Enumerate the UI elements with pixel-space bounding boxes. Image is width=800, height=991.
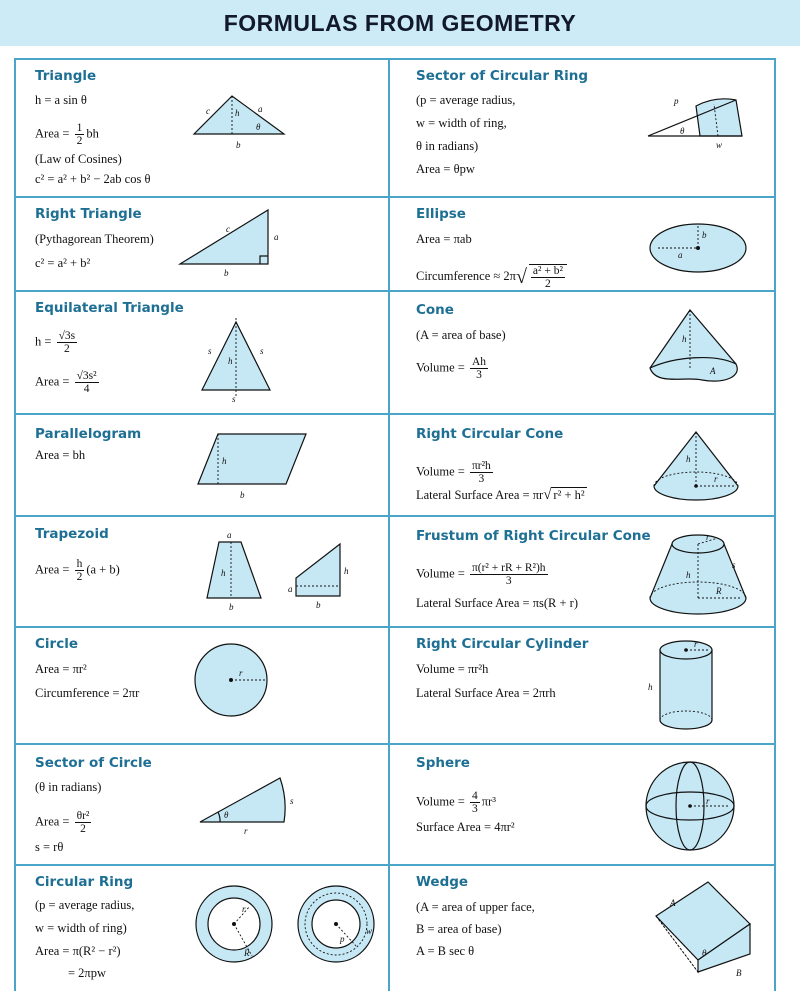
section-title-right-triangle: Right Triangle	[35, 206, 142, 222]
cone-figure	[646, 306, 746, 391]
triangle-figure	[192, 92, 292, 152]
formula-line: Lateral Surface Area = πr√ r² + h²	[416, 487, 585, 503]
section-title-triangle: Triangle	[35, 68, 97, 84]
formula-line: θ in radians)	[416, 139, 479, 153]
svg-text:A: A	[670, 898, 676, 908]
section-title-circular-ring: Circular Ring	[35, 874, 134, 890]
title-banner	[0, 0, 800, 46]
section-title-ellipse: Ellipse	[416, 206, 466, 222]
section-title-frustum: Frustum of Right Circular Cone	[416, 528, 651, 544]
sector-ring-figure	[644, 90, 754, 150]
formula-line: Volume = πr²h	[416, 662, 489, 676]
svg-text:A: A	[710, 366, 716, 376]
formula-line: B = area of base)	[416, 922, 502, 936]
svg-text:h: h	[648, 682, 653, 692]
svg-text:h: h	[686, 454, 691, 464]
formula-line: Area = θpw	[416, 162, 475, 176]
section-title-cone: Cone	[416, 302, 454, 318]
row-divider	[14, 626, 776, 628]
svg-text:θ: θ	[224, 810, 229, 820]
svg-text:b: b	[224, 268, 229, 278]
sphere-figure	[644, 760, 736, 852]
section-title-sector-of-circular-ring: Sector of Circular Ring	[416, 68, 589, 84]
section-title-parallelogram: Parallelogram	[35, 426, 142, 442]
row-divider	[14, 515, 776, 517]
svg-text:h: h	[222, 456, 227, 466]
svg-text:s: s	[290, 796, 294, 806]
svg-text:θ: θ	[256, 122, 261, 132]
right-triangle-figure	[178, 208, 288, 278]
section-title-right-circular-cylinder: Right Circular Cylinder	[416, 636, 589, 652]
formula-line: Area = $\frac{\text{√3s²}}{4}$	[35, 370, 97, 395]
formula-line: Volume = $\frac{\text{πr²h}}{3}$	[416, 460, 491, 485]
frustum-figure	[646, 526, 750, 624]
formula-line: Volume = $\frac{4}{3}$ πr³	[416, 790, 496, 815]
parallelogram-figure	[196, 432, 311, 502]
svg-text:r: r	[706, 796, 710, 806]
svg-text:r: r	[694, 639, 698, 649]
svg-text:θ: θ	[680, 126, 685, 136]
svg-text:a: a	[288, 584, 293, 594]
cylinder-figure	[646, 638, 722, 738]
formula-line: s = rθ	[35, 840, 64, 854]
formula-line: h = a sin θ	[35, 93, 87, 107]
svg-text:a: a	[678, 250, 683, 260]
formula-line: Area = bh	[35, 448, 86, 462]
svg-text:B: B	[736, 968, 742, 978]
formula-line: w = width of ring)	[35, 921, 127, 935]
section-title-wedge: Wedge	[416, 874, 469, 890]
section-title-equilateral-triangle: Equilateral Triangle	[35, 300, 184, 316]
svg-text:R: R	[244, 948, 250, 958]
svg-text:b: b	[229, 602, 234, 612]
svg-text:h: h	[682, 334, 687, 344]
formula-line: Volume = $\frac{\text{π(r² + rR + R²)h}}{3}$	[416, 562, 546, 587]
svg-text:c: c	[206, 106, 210, 116]
page-title: FORMULAS FROM GEOMETRY	[223, 9, 577, 36]
formula-line: A = B sec θ	[416, 944, 475, 958]
svg-text:h: h	[221, 568, 226, 578]
formula-line: (Law of Cosines)	[35, 152, 122, 166]
formula-line: w = width of ring,	[416, 116, 507, 130]
svg-text:p: p	[340, 934, 345, 944]
svg-text:r: r	[242, 904, 246, 914]
formula-line: = 2πpw	[68, 966, 107, 980]
svg-text:θ: θ	[702, 948, 707, 958]
formula-line: (A = area of upper face,	[416, 900, 535, 914]
section-title-sphere: Sphere	[416, 755, 470, 771]
formula-line: Area = $\frac{\text{θr²}}{2}$	[35, 810, 90, 835]
row-divider	[14, 58, 776, 60]
svg-text:b: b	[316, 600, 321, 610]
formula-line: Lateral Surface Area = πs(R + r)	[416, 596, 579, 610]
row-divider	[14, 290, 776, 292]
equilateral-triangle-figure	[200, 318, 280, 403]
formula-line: (θ in radians)	[35, 780, 102, 794]
svg-text:b: b	[236, 140, 241, 150]
svg-text:w: w	[716, 140, 723, 150]
ellipse-figure	[648, 220, 750, 276]
row-divider	[14, 196, 776, 198]
svg-text:s: s	[260, 346, 264, 356]
section-title-right-circular-cone: Right Circular Cone	[416, 426, 564, 442]
formula-line: Area = πr²	[35, 662, 87, 676]
formula-line: Area = $\frac{h}{2}$ (a + b)	[35, 558, 120, 583]
wedge-figure	[652, 880, 756, 980]
formula-line: (Pythagorean Theorem)	[35, 232, 154, 246]
svg-text:h: h	[344, 566, 349, 576]
svg-text:R: R	[716, 586, 722, 596]
section-title-trapezoid: Trapezoid	[35, 526, 109, 542]
formula-line: Area = π(R² − r²)	[35, 944, 121, 958]
svg-text:r: r	[706, 532, 710, 542]
svg-text:s: s	[208, 346, 212, 356]
formula-line: (p = average radius,	[416, 93, 516, 107]
formula-line: (p = average radius,	[35, 898, 135, 912]
circle-figure	[193, 642, 273, 722]
svg-text:h: h	[686, 570, 691, 580]
section-title-sector-of-circle: Sector of Circle	[35, 755, 152, 771]
svg-text:h: h	[228, 356, 233, 366]
right-trapezoid-figure	[290, 540, 360, 610]
svg-text:s: s	[732, 560, 736, 570]
svg-text:b: b	[702, 230, 707, 240]
svg-text:a: a	[227, 530, 232, 540]
svg-text:s: s	[232, 394, 236, 404]
formula-line: Circumference ≈ 2π√ $\frac{\text{a² + b²}}{2}$	[416, 264, 569, 290]
formula-line: Surface Area = 4πr²	[416, 820, 515, 834]
row-divider	[14, 864, 776, 866]
formula-line: Area = πab	[416, 232, 472, 246]
row-divider	[14, 743, 776, 745]
svg-text:a: a	[258, 104, 263, 114]
formula-line: Volume = $\frac{Ah}{3}$	[416, 356, 487, 381]
svg-text:p: p	[674, 96, 679, 106]
ring-figure	[194, 884, 276, 966]
sector-figure	[198, 770, 308, 840]
section-title-circle: Circle	[35, 636, 78, 652]
formula-line: c² = a² + b²	[35, 256, 91, 270]
svg-text:a: a	[274, 232, 279, 242]
svg-text:c: c	[226, 224, 230, 234]
formula-line: (A = area of base)	[416, 328, 506, 342]
formula-line: Area = $\frac{1}{2}$ bh	[35, 122, 99, 147]
svg-text:r: r	[239, 668, 243, 678]
svg-text:w: w	[366, 926, 373, 936]
formula-line: h = $\frac{√3s}{2}$	[35, 330, 76, 355]
formula-line: Lateral Surface Area = 2πrh	[416, 686, 556, 700]
right-circular-cone-figure	[650, 430, 746, 510]
formula-line: c² = a² + b² − 2ab cos θ	[35, 172, 151, 186]
svg-text:h: h	[235, 108, 240, 118]
svg-text:r: r	[714, 474, 718, 484]
svg-text:b: b	[240, 490, 245, 500]
ring-average-radius-figure	[296, 884, 378, 966]
svg-text:r: r	[244, 826, 248, 836]
trapezoid-figure	[205, 528, 275, 613]
row-divider	[14, 413, 776, 415]
formula-line: Circumference = 2πr	[35, 686, 140, 700]
